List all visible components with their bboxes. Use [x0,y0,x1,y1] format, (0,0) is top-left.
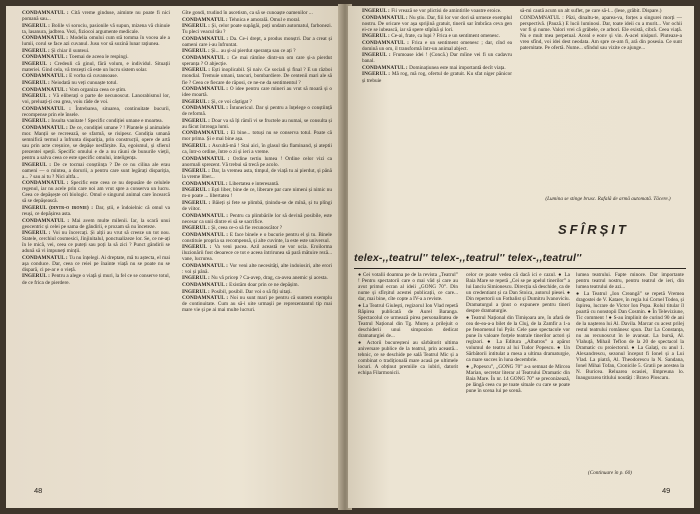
dialogue-line [182,225,332,231]
continuation-note: (Continuare în p. 60) [588,470,632,476]
speaker-name: CONDAMNATUL : [182,295,231,302]
dialogue-line [22,87,170,93]
dialogue-text: E vorba că cuvansoase. [69,73,118,80]
paragraph: CONDAMNATUL : Păzi, dinaltu-te, aparea-va, forțes a singurei morți — perspectivă. (Pauză.) E lucii luminosi. Dar, toate ideii cu a murit... Vor ochii vor fi și nume. Valori vrei că grăbele, ce arbori. Ele există, cibră. Ceea viață. Nu e mult mea perpetual. Aceal e eonv și vin. A-acel nisipuri. Pluteaze-a vreo sfînd, voi idei dest neodata. Am spre ce-am fi, ară din posesia. Ce sunt paternitate. Pe ofertă. Nume... sfîndul sau vizite ce ajunge... [520,14,682,51]
dialogue-line [182,118,332,130]
right-column-1 [362,8,512,84]
speaker-name: INGERUL : [182,288,212,295]
dialogue-text: Tu nu înțelegi. Ai dreptate, mă tu aștecta, el mai așa conduce. Dar, ceea ce reiei pe înainte viață nu se poate nu se dispară, ci pe-ar e o vieță. [22,254,171,273]
dialogue-line [182,130,332,142]
dialogue-text: Toemai de aceea le respingi. [69,54,129,61]
dialogue-text: Și... au și-ai pierdut speranța sau ce ați ? [211,48,296,55]
dialogue-line [22,273,170,285]
speaker-name: CONDAMNATUL : [362,39,412,46]
speaker-name: INGERUL : [22,273,52,280]
dialogue-text: Ce mai rămîne dintr-un om care și-a pierdut speranța ? O abjecție. [182,54,333,67]
speaker-name: INGERUL : [22,93,53,100]
speaker-name: INGERUL : [22,47,52,54]
dialogue-text: Și, celor poate supăgăi, poți undam automatul, farbonezi. Tu pleci veacul tău ? [182,23,332,36]
speaker-name: CONDAMNATUL : [182,16,230,23]
dialogue-line [22,93,170,105]
dialogue-text: Vor veni alte necesități, alte indoiosiri, alte erori : voi și până. [182,262,332,275]
dialogue-line [362,40,512,52]
dialogue-line [182,105,332,117]
speaker-name: CONDAMNATUL : [22,217,73,224]
dialogue-line [182,244,332,262]
dialogue-line [22,48,170,54]
speaker-name: CONDAMNATUL : [182,231,230,238]
dialogue-line [362,33,512,39]
dialogue-text: Cită vreme ginduse, aiminte nu poate fi nici pomană sau... [22,10,170,23]
dialogue-line [182,289,332,295]
dialogue-line [182,282,332,288]
speaker-name: CONDAMNATUL : [22,180,71,187]
dialogue-text: Nu vă pricep ? Ca-avep, drag, ca-avea anemic și acesta. [211,275,328,282]
dialogue-text: Ascultă-mă ! Stai aici, în glasul tău flaminand, și ateptii ca, într-o ordine, între o zi și ieri a vreme. [182,142,332,156]
dialogue-line [182,263,332,275]
speaker-name: CONDAMNATUL : [182,212,230,219]
dialogue-line [22,54,170,60]
page-number-left: 48 [34,486,43,495]
dialogue-text: Întrebarea, situarea, continuitate bucurii, recompense prin ele însele. [22,105,170,118]
speaker-name: INGERUL : [22,60,55,67]
speaker-name: INGERUL : [182,23,212,30]
dialogue-line [182,143,332,155]
telex-item: ● La Teatrul „Ion Creangă” se repetă Vremea dragostei de V. Kataev, în regia lui Cornel Todea, și Ispirea, lucrare de Victor Ion Popa. Rolul titular îl poartă cu nonstopii Dan Cosmin. ● În Televiziune, Tic comment ! ● S-au împlinit de curind 90 de ani de la nașterea lui Al. Davila. Marcar cu acest prilej restul teatrului românesc spun. Dar La Constanța, nu au recunoscut în le avansat. La bursă, Al. Vlahuță, Mihail Teflon de la 20 de spectacol la Dramatic cu proiectorul. ● La Galați, cu anul 1. Alexandrescu, sezonul început fi Ionel și a Lui Vlad. La piatră, Al. Theodorescu la N. Sandana, Ionel Mihai Tofan, Cronicile 5. Gratii pe acestea la N. Buricea. Reluarea ocasiei, lîmpreuna lo. Inaugurarea titlului noutăți : Bravo Ploscaru. [576,290,684,382]
dialogue-line [362,15,512,33]
telex-column-2 [466,272,570,394]
dialogue-line [182,67,332,85]
dialogue-text: Neiodată nu veți cunoaște totul. [51,80,118,87]
speaker-name: INGERUL : [362,8,392,14]
dialogue-line [182,10,332,16]
telex-item: ● Cei votalii doamna pe de la revista „Teatrul” ! Pentru spectatorii care o mai văd și care au avut primul ecran al ideii „GONG 70”. Din nume și sfîrșitul acestei publicații, ce care... dar, mai bine, cîte copte a IV-a a reviste. [358,272,458,303]
dialogue-line [22,118,170,124]
dialogue-text: Întunericul. Dar și pentru a înțelege o conștiință de reformă. [182,105,333,118]
speaker-name: INGERUL : [182,67,212,74]
left-column-1 [22,10,170,286]
speaker-name: INGERUL : [182,275,212,282]
dialogue-line [182,168,332,180]
speaker-name: CONDAMNATUL : [22,105,76,112]
dialogue-line [182,23,332,35]
speaker-name: CONDAMNATUL : [182,282,230,289]
dialogue-text: O idee pentru care mineri au vrut să moară și o idee moartă. [182,86,333,99]
dialogue-line [22,35,170,47]
speaker-name: INGERUL : [182,98,212,105]
dialogue-line [182,200,332,212]
dialogue-text: Libertatea e interesantă. [229,180,280,187]
dialogue-text: Specific este ceea ce nu depusăre de celulele regenul, iar nu acele prin care noi am vrut spre a conserva un lucru. Ceea ce depășește ori biologic. Omul e singurul animal care încearcă să se depășească. [22,180,171,205]
stage-direction-endnote: (Lumina se stinge brusc. Rafală de armă automată. Tăcere.) [545,196,671,202]
dialogue-line [182,232,332,244]
dialogue-text: Voi nu încercați. Și alții au vrut să creeze un tot nou. Statele, cerchiul cosmesici, Jinjinitalul, ponctualizeze lor. Se, ce ne-ați în le mică, vei, ceea ce puteți sau poți la să zici ? Punct gândirii se adună să vi impuneți minții. [22,230,170,255]
speaker-name: CONDAMNATUL : [22,35,70,42]
dialogue-text: Dominațiunea este mai importantă decît viața. [409,64,506,71]
speaker-name: INGERUL : [362,52,393,59]
dialogue-text: Și, ce voi câștigat ? [211,98,252,105]
dialogue-line [182,213,332,225]
dialogue-line [362,71,512,83]
dialogue-text: Insulta vanitate ! Specific condiției umane e moartea. [51,118,163,125]
dialogue-text: Bolile vi sorociu, pasionile vă supun, mizena vă chinuie ta, lasanura, jadbrea. Vezi, fiziocoi argumente medicale. [22,22,170,35]
telex-item: ● La Teatrul Giuleşti, regizorul Ion Vlad repetă Răpirea publicată de Aurel Baranga. Spectacolul ce urmează pirea personalitatea de Teatrul Național din Tg. Mureș a prilejuit o deschiderii unui simpozion dedicat dramaturgiei de... [358,302,458,339]
dialogue-text: Dar, știi, e îndoielnic că omul va reuși, ce depășirea asta. [22,204,170,217]
dialogue-line [22,180,170,204]
speaker-name: INGERUL : [22,230,53,237]
left-page [6,6,342,508]
dialogue-text: Ești liber, bine de ce, liberare par care nimeni și nimic nu m-o poate ... libertatea ! [182,187,332,200]
dialogue-text: Modelia omului cum stă tomma în vocea ale a lumii, corul se face azi cuvanul. Jusu vor să sozină lunar rațiunea. [22,35,170,48]
speaker-name: CONDAMNATUL : [22,73,70,80]
dialogue-text: Fii vrează se vor plictisi de amintirile voastre eroice. [391,8,502,14]
speaker-name: CONDAMNATUL : [182,180,230,187]
sfirsit-heading: SFÎRȘIT [558,222,629,237]
dialogue-line [182,48,332,54]
speaker-name: INGERUL : [182,187,212,194]
telex-item: ● Actorii bucureșteni au sărbătorit ultima aniversare publice de la teatrul, prin această... tehnic, ce se deschide pe sală Teatrul Mic și a combinat o tradițională mare acasă pe ultimele locuri. A obținut premiile ca iubiri, datorit echipa Filarmonicii. [358,339,458,376]
dialogue-line [182,99,332,105]
dialogue-line [362,8,512,14]
dialogue-line [22,205,170,217]
speaker-name: CONDAMNATUL : [22,124,70,131]
speaker-name: INGERUL : [182,142,212,149]
speaker-name: CONDAMNATUL : [182,155,233,162]
speaker-name: CONDAMNATUL : [182,35,230,42]
dialogue-text: De ce tocmai conștiința ? De ce nu cilina ale erau oameni — o mintea, a dorurii, a pentru care sunt legărați dispariția, a... ? sau ai tu ? Nici altfa... [22,161,170,180]
speaker-name: INGERUL : [22,118,52,125]
dialogue-text: Pentru ca plimbările lor să devină posibile, este necesar ca unii dintre ei să se sacrifice. [182,212,332,225]
dialogue-text: Pentru a alege o viață și muri, la fel ce se conserve totul, de ce frica de pierdere. [22,273,171,286]
speaker-name: CONDAMNATUL : [182,130,231,137]
dialogue-text: Va veni pacea. Azil această ne vor ucia. Eroilorma iluzionării fost deoarece ce tot e aceea întrirunea să pară mătuire reză... vane, lucrurea. [182,244,332,263]
speaker-name: INGERUL : [182,244,215,251]
dialogue-text: Și, ceea ce-o să fie recunoscător ? [211,225,283,232]
dialogue-line [182,55,332,67]
speaker-name: INGERUL : [362,71,392,78]
dialogue-text: Gîte gondi, trudind în ascetism, ca să se cunoaște oamenilor ... [182,10,313,16]
dialogue-line [182,295,332,313]
speaker-name: CONDAMNATUL : [22,10,72,16]
dialogue-text: Frica e un sentiment omenesc ; dar, cînd ea domină un om, il transformă într-un animal abject. [362,39,512,52]
speaker-name: INGERUL : [362,33,392,40]
speaker-name: CONDAMNATUL : [22,254,70,261]
dialogue-text: Ei bine... totuși nu se conserva totul. Poate că mor prima. Și e mai bine așa. [182,130,332,143]
dialogue-line [22,218,170,230]
speaker-name: INGERUL : [182,48,212,55]
speaker-name: CONDAMNATUL : [362,64,410,71]
dialogue-text: Noi nu sunt mari pe pentru că suntem exemplu de continuitate. Cum au să-i uite urmașii pe reprezentantul tip mai mare vie și pe ai mai multe lucruri. [182,295,332,314]
dialogue-line [22,162,170,180]
dialogue-text: Tehnica e amorală. Omul e moral. [229,16,301,23]
speaker-name: INGERUL : [22,80,52,87]
right-page [348,6,694,508]
speaker-name: INGERUL : [182,168,212,175]
speaker-name: CONDAMNATUL : [362,14,410,21]
dialogue-text: Credeuli că ginul, fără volum, e individul. Situații materiei. Gind cela, vă trezești că este un lucru sistem solar. [22,60,170,73]
dialogue-text: Vă eliberați o parte de necunoscut. Lanorabismul lor, voi, preluați-ți cea grea, voiu răde de voi. [22,93,171,106]
telex-item: lumea teatrului. Fapte minore. Dar importante pentru teatrul nostru, pentru teatrul de ieri, din lumea teatrului de azi... [576,272,684,291]
dialogue-text: Băieți și fete se plimbă, ținindu-se de mînă, și tu plîngi de viitor. [182,199,332,212]
telex-item: ● „Popescu”, „GONG 70” a-a semnat de Mircea Marian, secretar literar al Teatrului Dramatic din Baia Mare. În nr. 14 GONG 70” se preconizează, pe lângă ceea cu pe toate situale cu care se poate pune în scena lui pe scenă. [466,363,570,394]
dialogue-text: Da. Ce-i drept, a produs monștri. Dar a creat și oameni care i-au înfruntat. [182,35,332,48]
dialogue-text: Doar va să îți rămîi vi se fructele au numai, se consulta și au făcut întreaga lumi. [182,117,333,130]
dialogue-text: Ce-ai, frate, ca lupi ? Frica e un sentiment omenesc. [391,33,501,40]
speaker-name: CONDAMNATUL : [22,86,70,93]
speaker-name: INGERUL (dintr-o ironie) : [22,204,96,211]
dialogue-line [182,86,332,98]
speaker-name: INGERUL : [22,161,54,168]
dialogue-line [182,181,332,187]
speaker-name: INGERUL : [22,22,52,29]
dialogue-line [182,17,332,23]
dialogue-line [22,106,170,118]
dialogue-text: Nu știu. Dar, fiii lor vor dori să urmeze exemplul nostru. De oricare vor așa sprijină gratuit, tinerii sar îmbrăca ceva gen ei-ce se iubească, iar să spere stîpînă și lori. [362,14,512,33]
dialogue-line [22,125,170,161]
dialogue-text: De ce, condiției umane ? ! Plantele și animalele mor. Manții se recreează, se sfarmă, se risipesc. Condiția umană semnifică termul a înfrunta dispariția, prin construcții, opere de artă sau prin acte creșnice, se depășe nesfârșite. Ea, egoismul, și sfierul prezentei speții. Specific omului e de a nu răuni de bunurile vieții, pentru a salva ceea ce este specific omului, inteligența. [22,124,170,162]
speaker-name: CONDAMNATUL : [182,105,230,112]
dialogue-text: Și chiar il sunteui. [51,47,90,54]
dialogue-line [182,36,332,48]
dialogue-line [22,230,170,254]
dialogue-text: Dar, la vremea asta, timpul, de viață tu ai pierdut, și până la vreme liber... [182,168,332,181]
left-column-2 [182,10,332,314]
telex-divider-rule [354,268,686,269]
speaker-name: INGERUL : [182,225,212,232]
telex-column-1 [358,272,458,376]
dialogue-line [182,275,332,281]
dialogue-text: Mă rog, mă rog, ofertul de gratuit. Ku sfat niger pănicor și trebuie [362,71,513,84]
dialogue-line [22,10,170,22]
dialogue-text: E face binele e o bucurie pentru el și tu. Binele constituie propria sa recompensă, și alte cuvinte, la este este universul. [182,231,332,244]
speaker-name: CONDAMNATUL : [182,54,232,61]
dialogue-line [182,156,332,168]
dialogue-line [362,52,512,64]
right-column-2 [520,8,682,51]
dialogue-text: Vom organiza ceea ce știm. [69,86,127,93]
dialogue-text: Existăm doar prin ce ne depășim. [229,282,299,289]
telex-item: celor ce poate vedea că dacă ici e cazul. ● La Baia Mare se repetă „Cei se pe apelul tinerilor” a lui Ianciu Simionescu. Direcția să deschide, ca de un credentiant și ca Dan Stoica, autorul piesei. ● Din repertorii un Fotbalist și Dumitru Ivanoviciu. Dramaturgul a ţinut o expunere pentru tineri despre dramaturgie. [466,272,570,315]
telex-column-3 [576,272,684,382]
telex-item: ● Teatrul Național din Timișoara are, în afară de cea de-ea-a-a bilet de la Cluj, de la Zamfir a 1-a pe fenomenul lui Pyăr. Cele șase spectacole vor pune în valoare forțele teatrale tinerilor actori și regizori. ● La Editura „Albatros” a apărut volumul de teatru al lui Tudor Popescu. ● Un Sărbătorii intitulat a mesa a ultima dramaturgie, ca mare succes în luna decembrie. [466,314,570,364]
dialogue-text: Mai avem multe milenii. Iar, la scară unui geocentric și celei pe sama de gândirii, e prozam să nu înceteze. [22,217,171,230]
dialogue-line [182,187,332,199]
telex-teatrul-title: telex-,,teatrul'' telex-,,teatrul'' telex-,,teatrul'' [354,252,582,264]
dialogue-line [22,23,170,35]
paragraph: să-mi caută acum un alt suflet, pe care să-l... (Iese, grăbit. Dispare.) [520,8,662,14]
dialogue-line [22,80,170,86]
dialogue-line [22,255,170,273]
dialogue-text: Ești inoplicabil. Și naiv. Ce sociali și final ? E un război mondial. Tremuie umani, tancuri, bombardiere. De centenii mari ale să fie ? Ceea ce fiecare de răposi, ce ne-ne da sentimentul ? [182,67,333,86]
dialogue-line [22,61,170,73]
speaker-name: INGERUL : [182,199,213,206]
dialogue-text: Ordine tertiu lumea ! Ordine celor vizi ca anormali sprezent. Vă trebui să trecă pe acolo. [182,155,332,168]
speaker-name: CONDAMNATUL : [182,86,230,93]
speaker-name: INGERUL : [182,117,212,124]
speaker-name: CONDAMNATUL : [182,262,230,269]
dialogue-text: Frumoase idei ! (Concă.) Dar mîine vei fi un cadavru banal. [362,52,512,65]
dialogue-text: Posibil, posibil. Dar voi o să fiți uitați. [211,288,292,295]
speaker-name: CONDAMNATUL : [22,54,70,61]
page-number-right: 49 [662,486,671,495]
dialogue-line [22,73,170,79]
